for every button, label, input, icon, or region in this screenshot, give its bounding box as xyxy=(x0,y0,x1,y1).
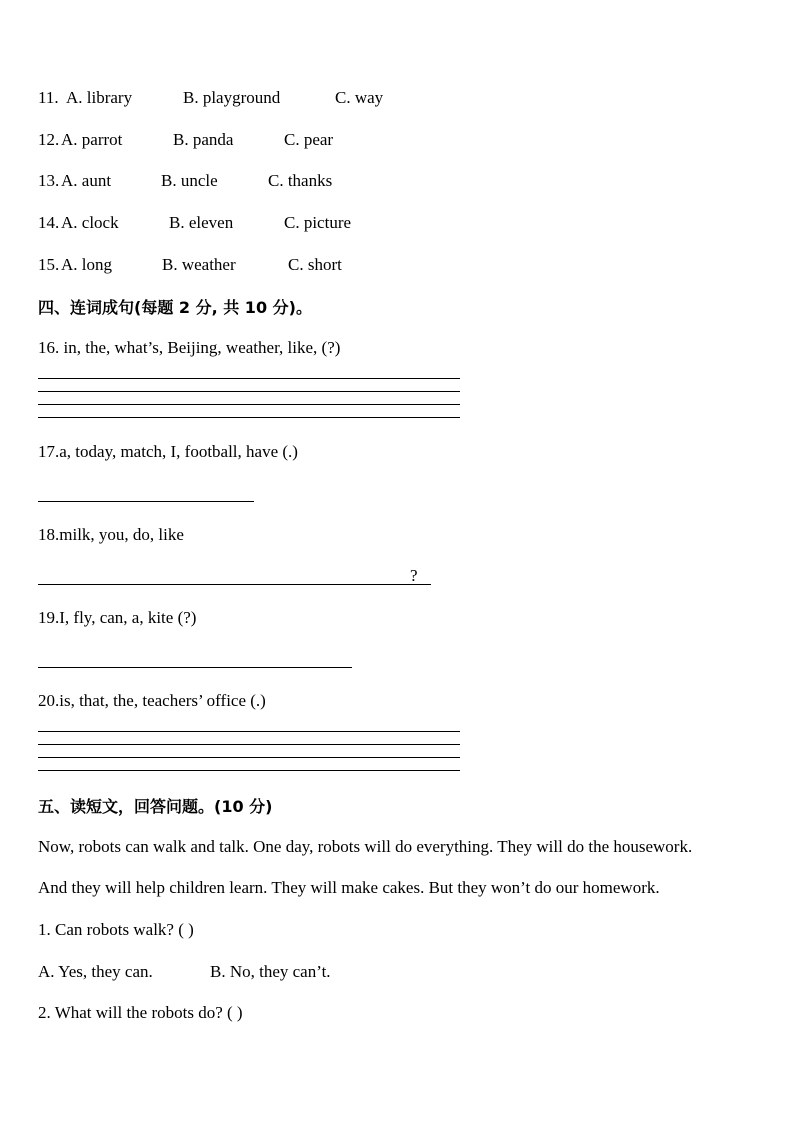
question-11 xyxy=(38,88,384,108)
option-a: A. clock xyxy=(61,213,119,232)
option-b: B. weather xyxy=(162,255,236,274)
option-b: B. uncle xyxy=(161,171,218,190)
passage-line-1: Now, robots can walk and talk. One day, robots will do everything. They will do the housework. xyxy=(38,837,693,856)
option-b: B. eleven xyxy=(169,213,234,232)
option-b: B. panda xyxy=(173,130,234,149)
question-number: 14. xyxy=(38,213,60,232)
answer-line xyxy=(38,731,460,732)
question-12 xyxy=(38,130,334,150)
option-c: C. short xyxy=(288,255,342,274)
answer-line xyxy=(38,391,460,392)
answer-line xyxy=(38,378,460,379)
option-c: C. pear xyxy=(284,130,334,149)
question-number: 15. xyxy=(38,255,60,274)
option-a: A. parrot xyxy=(61,130,123,149)
question-17: 17.a, today, match, I, football, have (.) xyxy=(38,442,298,461)
answer-line xyxy=(38,667,352,668)
section-5-heading: 五、读短文，回答问题。(10 分) xyxy=(38,797,273,816)
reading-question-2: 2. What will the robots do? ( ) xyxy=(38,1003,243,1022)
answer-line xyxy=(38,404,460,405)
question-number: 13. xyxy=(38,171,60,190)
question-14 xyxy=(38,213,352,233)
option-c: C. thanks xyxy=(268,171,333,190)
question-number: 12. xyxy=(38,130,60,149)
question-number: 11. xyxy=(38,88,59,107)
passage-line-2: And they will help children learn. They will make cakes. But they won’t do our homework. xyxy=(38,878,660,897)
answer-line xyxy=(38,501,254,502)
reading-question-1: 1. Can robots walk? ( ) xyxy=(38,920,194,939)
option-a: A. Yes, they can. xyxy=(38,962,153,981)
option-c: C. picture xyxy=(284,213,352,232)
question-19: 19.I, fly, can, a, kite (?) xyxy=(38,608,197,627)
question-16: 16. in, the, what’s, Beijing, weather, like, (?) xyxy=(38,338,341,357)
option-a: A. aunt xyxy=(61,171,112,190)
option-b: B. No, they can’t. xyxy=(210,962,331,981)
answer-line xyxy=(38,584,431,585)
question-18: 18.milk, you, do, like xyxy=(38,525,184,544)
question-20: 20.is, that, the, teachers’ office (.) xyxy=(38,691,266,710)
option-a: A. long xyxy=(61,255,112,274)
reading-question-1-options xyxy=(38,962,331,982)
option-c: C. way xyxy=(335,88,384,107)
option-b: B. playground xyxy=(183,88,281,107)
answer-question-mark: ? xyxy=(410,566,418,585)
section-4-heading: 四、连词成句(每题 2 分, 共 10 分)。 xyxy=(38,298,312,317)
question-13 xyxy=(38,171,333,191)
answer-line xyxy=(38,770,460,771)
answer-line xyxy=(38,744,460,745)
answer-line xyxy=(38,757,460,758)
answer-line xyxy=(38,417,460,418)
question-15 xyxy=(38,255,342,275)
option-a: A. library xyxy=(66,88,133,107)
